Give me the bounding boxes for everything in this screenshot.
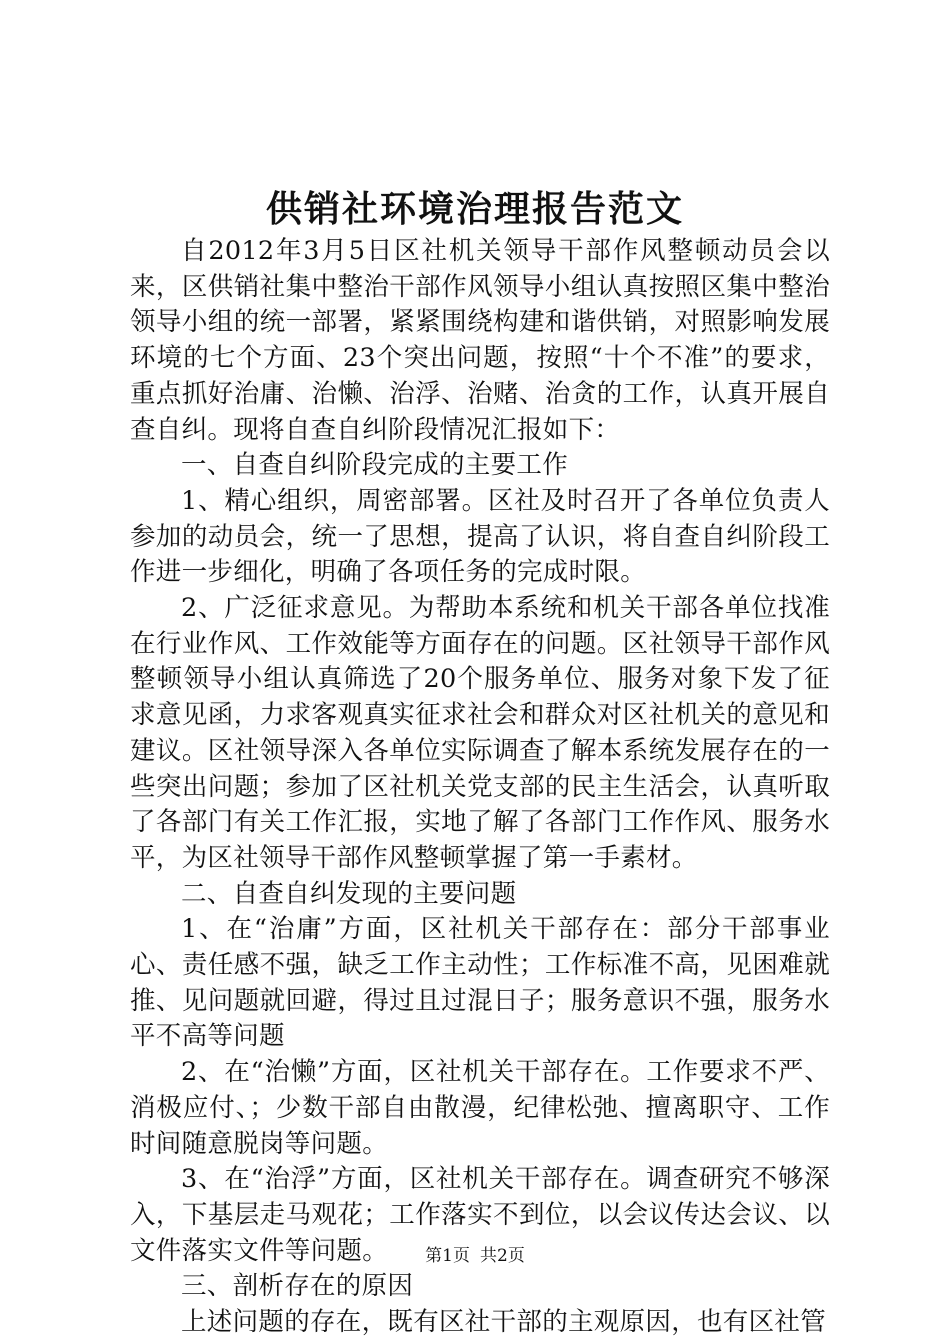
paragraph-item: 1、在“治庸”方面，区社机关干部存在：部分干部事业心、责任感不强，缺乏工作主动性；工作标准不高，见困难就推、见问题就回避，得过且过混日子；服务意识不强，服务水平不高等问题 bbox=[130, 914, 830, 1052]
page-number: 第1页 bbox=[425, 1246, 470, 1266]
paragraph-item: 2、广泛征求意见。为帮助本系统和机关干部各单位找准在行业作风、工作效能等方面存在的问题。区社领导干部作风整顿领导小组认真筛选了20个服务单位、服务对象下发了征求意见函，力求客观真实征求社会和群众对区社机关的意见和建议。区社领导深入各单位实际调查了解本系统发展存在的一些突出问题；参加了区社机关党支部的民主生活会，认真听取了各部门有关工作汇报，实地了解了各部门工作作风、服务水平，为区社领导干部作风整顿掌握了第一手素材。 bbox=[130, 593, 830, 873]
paragraph-intro: 自2012年3月5日区社机关领导干部作风整顿动员会以来，区供销社集中整治干部作风领导小组认真按照区集中整治领导小组的统一部署，紧紧围绕构建和谐供销，对照影响发展环境的七个方面、23个突出问题，按照“十个不准”的要求，重点抓好治庸、治懒、治浮、治赌、治贪的工作，认真开展自查自纠。现将自查自纠阶段情况汇报如下： bbox=[130, 236, 830, 445]
document-title: 供销社环境治理报告范文 bbox=[265, 188, 684, 230]
page-total: 共2页 bbox=[480, 1246, 525, 1266]
section-heading-1: 一、自查自纠阶段完成的主要工作 bbox=[181, 450, 569, 481]
paragraph-item: 3、在“治浮”方面，区社机关干部存在。调查研究不够深入，下基层走马观花；工作落实不到位，以会议传达会议、以文件落实文件等问题。 bbox=[130, 1164, 830, 1266]
paragraph-item: 2、在“治懒”方面，区社机关干部存在。工作要求不严、消极应付、；少数干部自由散漫，纪律松弛、擅离职守、工作时间随意脱岗等问题。 bbox=[130, 1057, 830, 1159]
paragraph-item: 上述问题的存在，既有区社干部的主观原因，也有区社管 bbox=[181, 1307, 827, 1338]
document-body bbox=[130, 234, 830, 1341]
paragraph-item: 1、精心组织，周密部署。区社及时召开了各单位负责人参加的动员会，统一了思想，提高了认识，将自查自纠阶段工作进一步细化，明确了各项任务的完成时限。 bbox=[130, 485, 830, 588]
section-heading-2: 二、自查自纠发现的主要问题 bbox=[181, 878, 517, 909]
section-heading-3: 三、剖析存在的原因 bbox=[181, 1271, 414, 1302]
page-footer bbox=[0, 1244, 950, 1268]
